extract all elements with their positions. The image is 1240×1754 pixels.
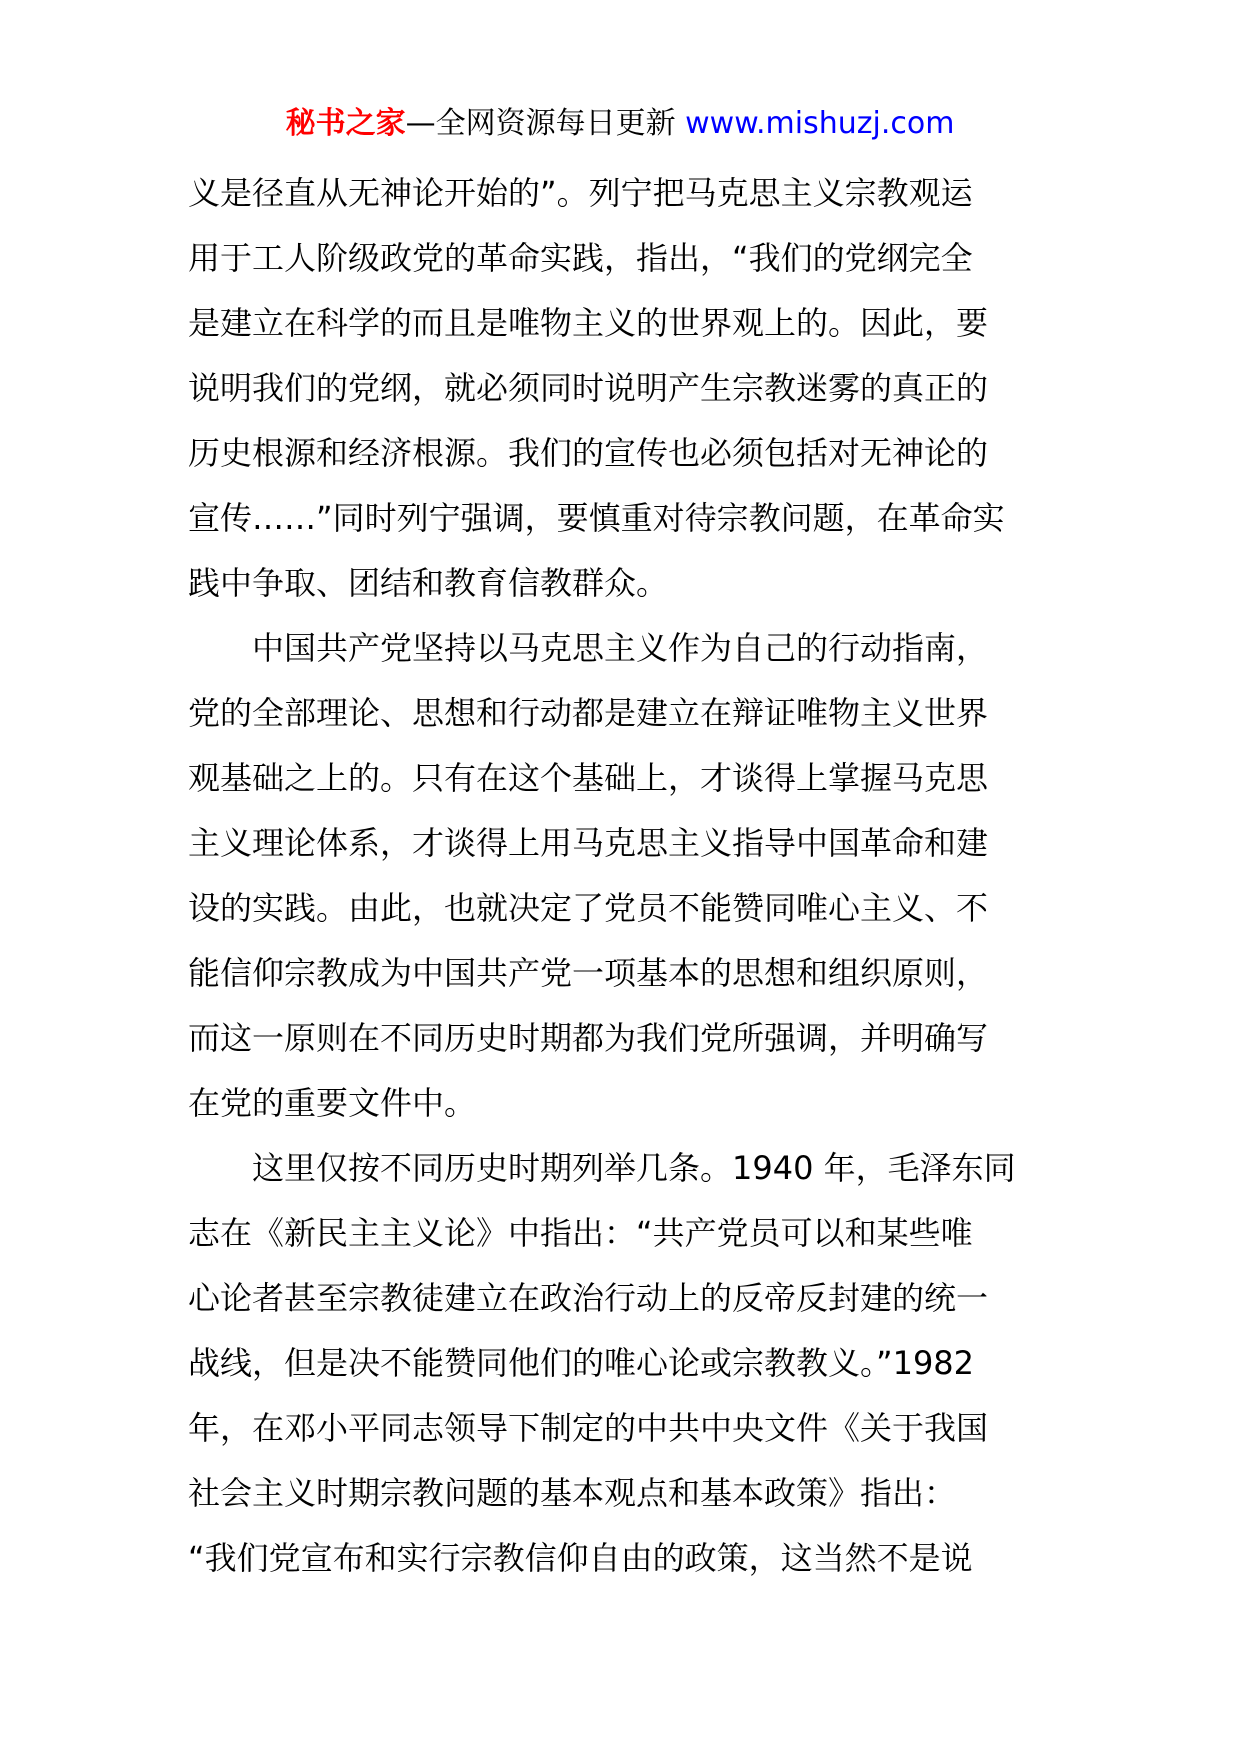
text-line: 党的全部理论、思想和行动都是建立在辩证唯物主义世界 (188, 694, 989, 732)
brand-name: 秘书之家 (285, 106, 406, 141)
text-line: 年，在邓小平同志领导下制定的中共中央文件《关于我国 (188, 1409, 989, 1447)
text-line: 义是径直从无神论开始的”。列宁把马克思主义宗教观运 (188, 174, 973, 212)
text-line: 是建立在科学的而且是唯物主义的世界观上的。因此，要 (188, 304, 989, 342)
text-line: 说明我们的党纲，就必须同时说明产生宗教迷雾的真正的 (188, 369, 989, 407)
text-line: 社会主义时期宗教问题的基本观点和基本政策》指出： (188, 1474, 957, 1512)
text-line: 能信仰宗教成为中国共产党一项基本的思想和组织原则， (188, 954, 989, 992)
text-line: 设的实践。由此，也就决定了党员不能赞同唯心主义、不 (188, 889, 989, 927)
text-line: 战线，但是决不能赞同他们的唯心论或宗教教义。”1982 (188, 1344, 975, 1382)
text-line: 在党的重要文件中。 (188, 1084, 477, 1122)
text-line: 用于工人阶级政党的革命实践，指出，“我们的党纲完全 (188, 239, 973, 277)
paragraph-start-line: 这里仅按不同历史时期列举几条。1940 年，毛泽东同 (252, 1149, 1016, 1187)
text-line: 志在《新民主主义论》中指出：“共产党员可以和某些唯 (188, 1214, 973, 1252)
page-header (0, 102, 1240, 146)
text-line: “我们党宣布和实行宗教信仰自由的政策，这当然不是说 (188, 1539, 973, 1577)
text-line: 主义理论体系，才谈得上用马克思主义指导中国革命和建 (188, 824, 989, 862)
website-link[interactable]: www.mishuzj.com (685, 106, 955, 141)
text-line: 观基础之上的。只有在这个基础上，才谈得上掌握马克思 (188, 759, 989, 797)
text-line: 历史根源和经济根源。我们的宣传也必须包括对无神论的 (188, 434, 989, 472)
paragraph-start-line: 中国共产党坚持以马克思主义作为自己的行动指南， (252, 629, 989, 667)
text-line: 而这一原则在不同历史时期都为我们党所强调，并明确写 (188, 1019, 989, 1057)
text-line: 宣传……”同时列宁强调，要慎重对待宗教问题，在革命实 (188, 499, 1005, 537)
text-line: 践中争取、团结和教育信教群众。 (188, 564, 669, 602)
document-body (188, 161, 1058, 1591)
text-line: 心论者甚至宗教徒建立在政治行动上的反帝反封建的统一 (188, 1279, 989, 1317)
header-tagline: —全网资源每日更新 (405, 106, 686, 141)
